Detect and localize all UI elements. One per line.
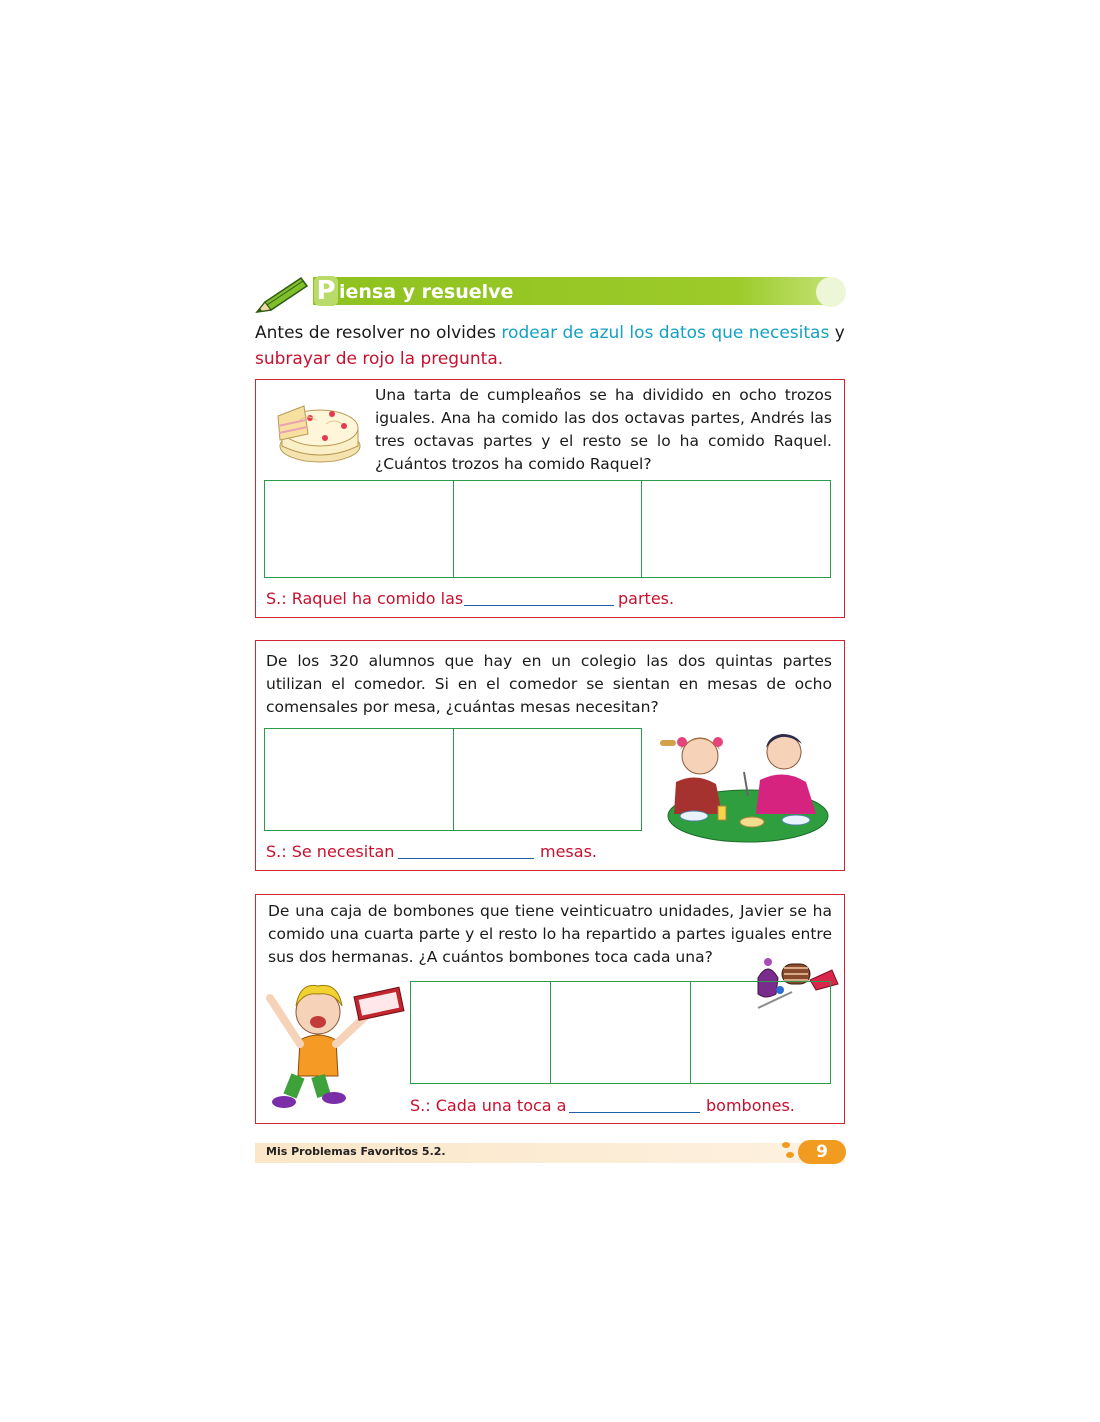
pencil-icon — [253, 272, 309, 316]
cake-illustration — [270, 388, 366, 468]
page-number: 9 — [816, 1142, 828, 1162]
children-eating-illustration — [656, 722, 832, 844]
paw-print-icon — [786, 1152, 794, 1158]
instructions-text-and: y — [829, 323, 845, 343]
answer-1-blank[interactable] — [464, 589, 614, 606]
answer-3-prefix: S.: Cada una toca a — [410, 1096, 567, 1115]
work-cell[interactable] — [642, 481, 830, 577]
answer-2-prefix: S.: Se necesitan — [266, 842, 395, 861]
book-title: Mis Problemas Favoritos 5.2. — [266, 1145, 446, 1158]
work-cell[interactable] — [691, 982, 830, 1083]
work-cell[interactable] — [454, 729, 642, 830]
answer-2-blank[interactable] — [398, 842, 534, 859]
section-title: iensa y resuelve — [339, 281, 514, 303]
work-grid-3[interactable] — [410, 981, 831, 1084]
answer-3-blank[interactable] — [569, 1096, 700, 1113]
instructions-blue-highlight: rodear de azul los datos que necesitas — [501, 323, 830, 343]
instructions — [255, 320, 845, 372]
answer-3-suffix: bombones. — [706, 1096, 795, 1115]
problem-2-text: De los 320 alumnos que hay en un colegio las dos quintas partes utilizan el comedor. Si en el comedor se sientan en mesas de ocho comensales por mesa, ¿cuántas mesas necesitan? — [266, 652, 832, 716]
problem-1-text: Una tarta de cumpleaños se ha dividido en ocho trozos iguales. Ana ha comido las dos octavas partes, Andrés las tres octavas partes y el resto se lo ha comido Raquel. ¿Cuántos trozos ha comido Raquel? — [375, 386, 832, 473]
answer-1-prefix: S.: Raquel ha comido las — [266, 589, 464, 608]
work-cell[interactable] — [454, 481, 643, 577]
work-grid-2[interactable] — [264, 728, 642, 831]
instructions-text: Antes de resolver no olvides — [255, 323, 502, 343]
work-cell[interactable] — [551, 982, 691, 1083]
banner-splash — [816, 277, 846, 307]
banner-initial-letter: P — [314, 276, 338, 306]
answer-1-suffix: partes. — [618, 589, 675, 608]
work-cell[interactable] — [265, 481, 454, 577]
boy-with-chocolates-illustration — [260, 978, 406, 1112]
answer-2-suffix: mesas. — [540, 842, 597, 861]
instructions-red-highlight: subrayar de rojo la pregunta. — [255, 349, 504, 369]
problem-3-text: De una caja de bombones que tiene veinticuatro unidades, Javier se ha comido una cuarta parte y el resto lo ha repartido a partes iguales entre sus dos hermanas. ¿A cuántos bombones toca cada una? — [268, 902, 832, 966]
paw-print-icon — [782, 1142, 790, 1148]
work-cell[interactable] — [411, 982, 551, 1083]
work-cell[interactable] — [265, 729, 454, 830]
work-grid-1[interactable] — [264, 480, 831, 578]
